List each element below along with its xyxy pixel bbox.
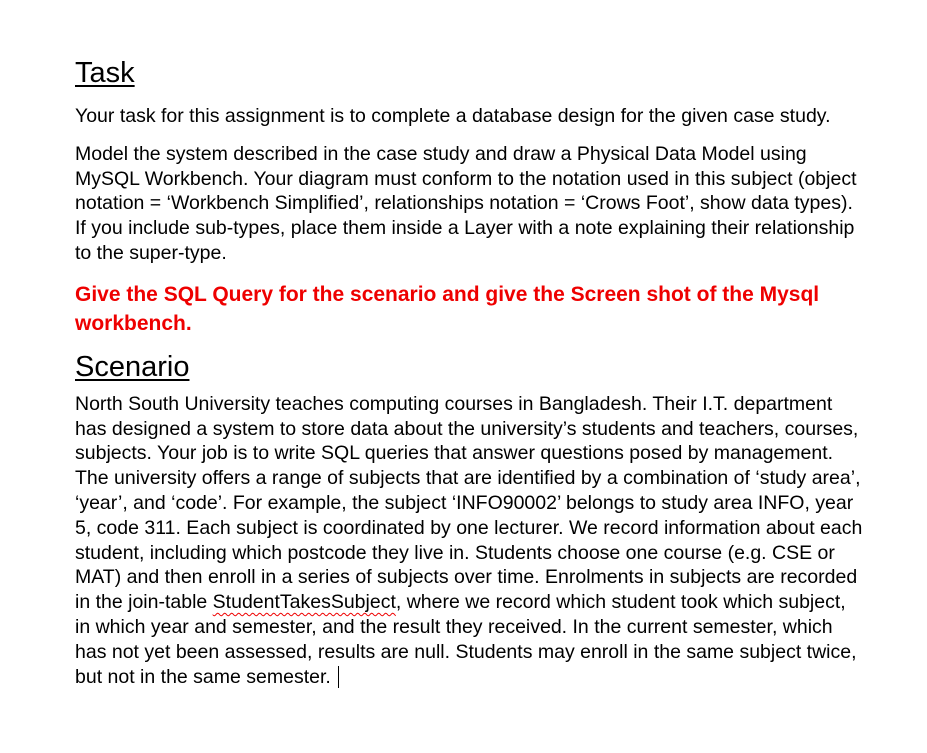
scenario-paragraph[interactable] (75, 392, 865, 690)
text-cursor (338, 666, 339, 688)
scenario-text-end: , where we record which student took which subject, in which year and semester, and the result they received. In the current semester, which has not yet been assessed, results are null. Students may enroll in the same subject twice, but not in the same semester. (75, 591, 857, 688)
document-page (75, 53, 865, 689)
task-heading: Task (75, 57, 135, 89)
model-instructions-paragraph: Model the system described in the case study and draw a Physical Data Model using MySQL Workbench. Your diagram must conform to the notation used in this subject (object notation = ‘Workbench Simplified’, relationships notation = ‘Crows Foot’, show data types). If you include sub-types, place them inside a Layer with a note explaining their relationship to the super-type. (75, 142, 857, 264)
task-intro-paragraph: Your task for this assignment is to complete a database design for the given case study. (75, 105, 831, 127)
scenario-heading: Scenario (75, 350, 190, 383)
spellcheck-flagged-word[interactable]: StudentTakesSubject (212, 591, 396, 614)
sql-query-request-note: Give the SQL Query for the scenario and give the Screen shot of the Mysql workbench. (75, 282, 820, 335)
scenario-text-start: North South University teaches computing courses in Bangladesh. Their I.T. department has designed a system to store data about the university’s students and teachers, courses, subjects. Your job is to write SQL queries that answer questions posed by management. The university offers a range of subjects that are identified by a combination of ‘study area’, ‘year’, and ‘code’. For example, the subject ‘INFO90002’ belongs to study area INFO, year 5, code 311. Each subject is coordinated by one lecturer. We record information about each student, including which postcode they live in. Students choose one course (e.g. CSE or MAT) and then enroll in a series of subjects over time. Enrolments in subjects are recorded in the join-table (75, 392, 863, 614)
